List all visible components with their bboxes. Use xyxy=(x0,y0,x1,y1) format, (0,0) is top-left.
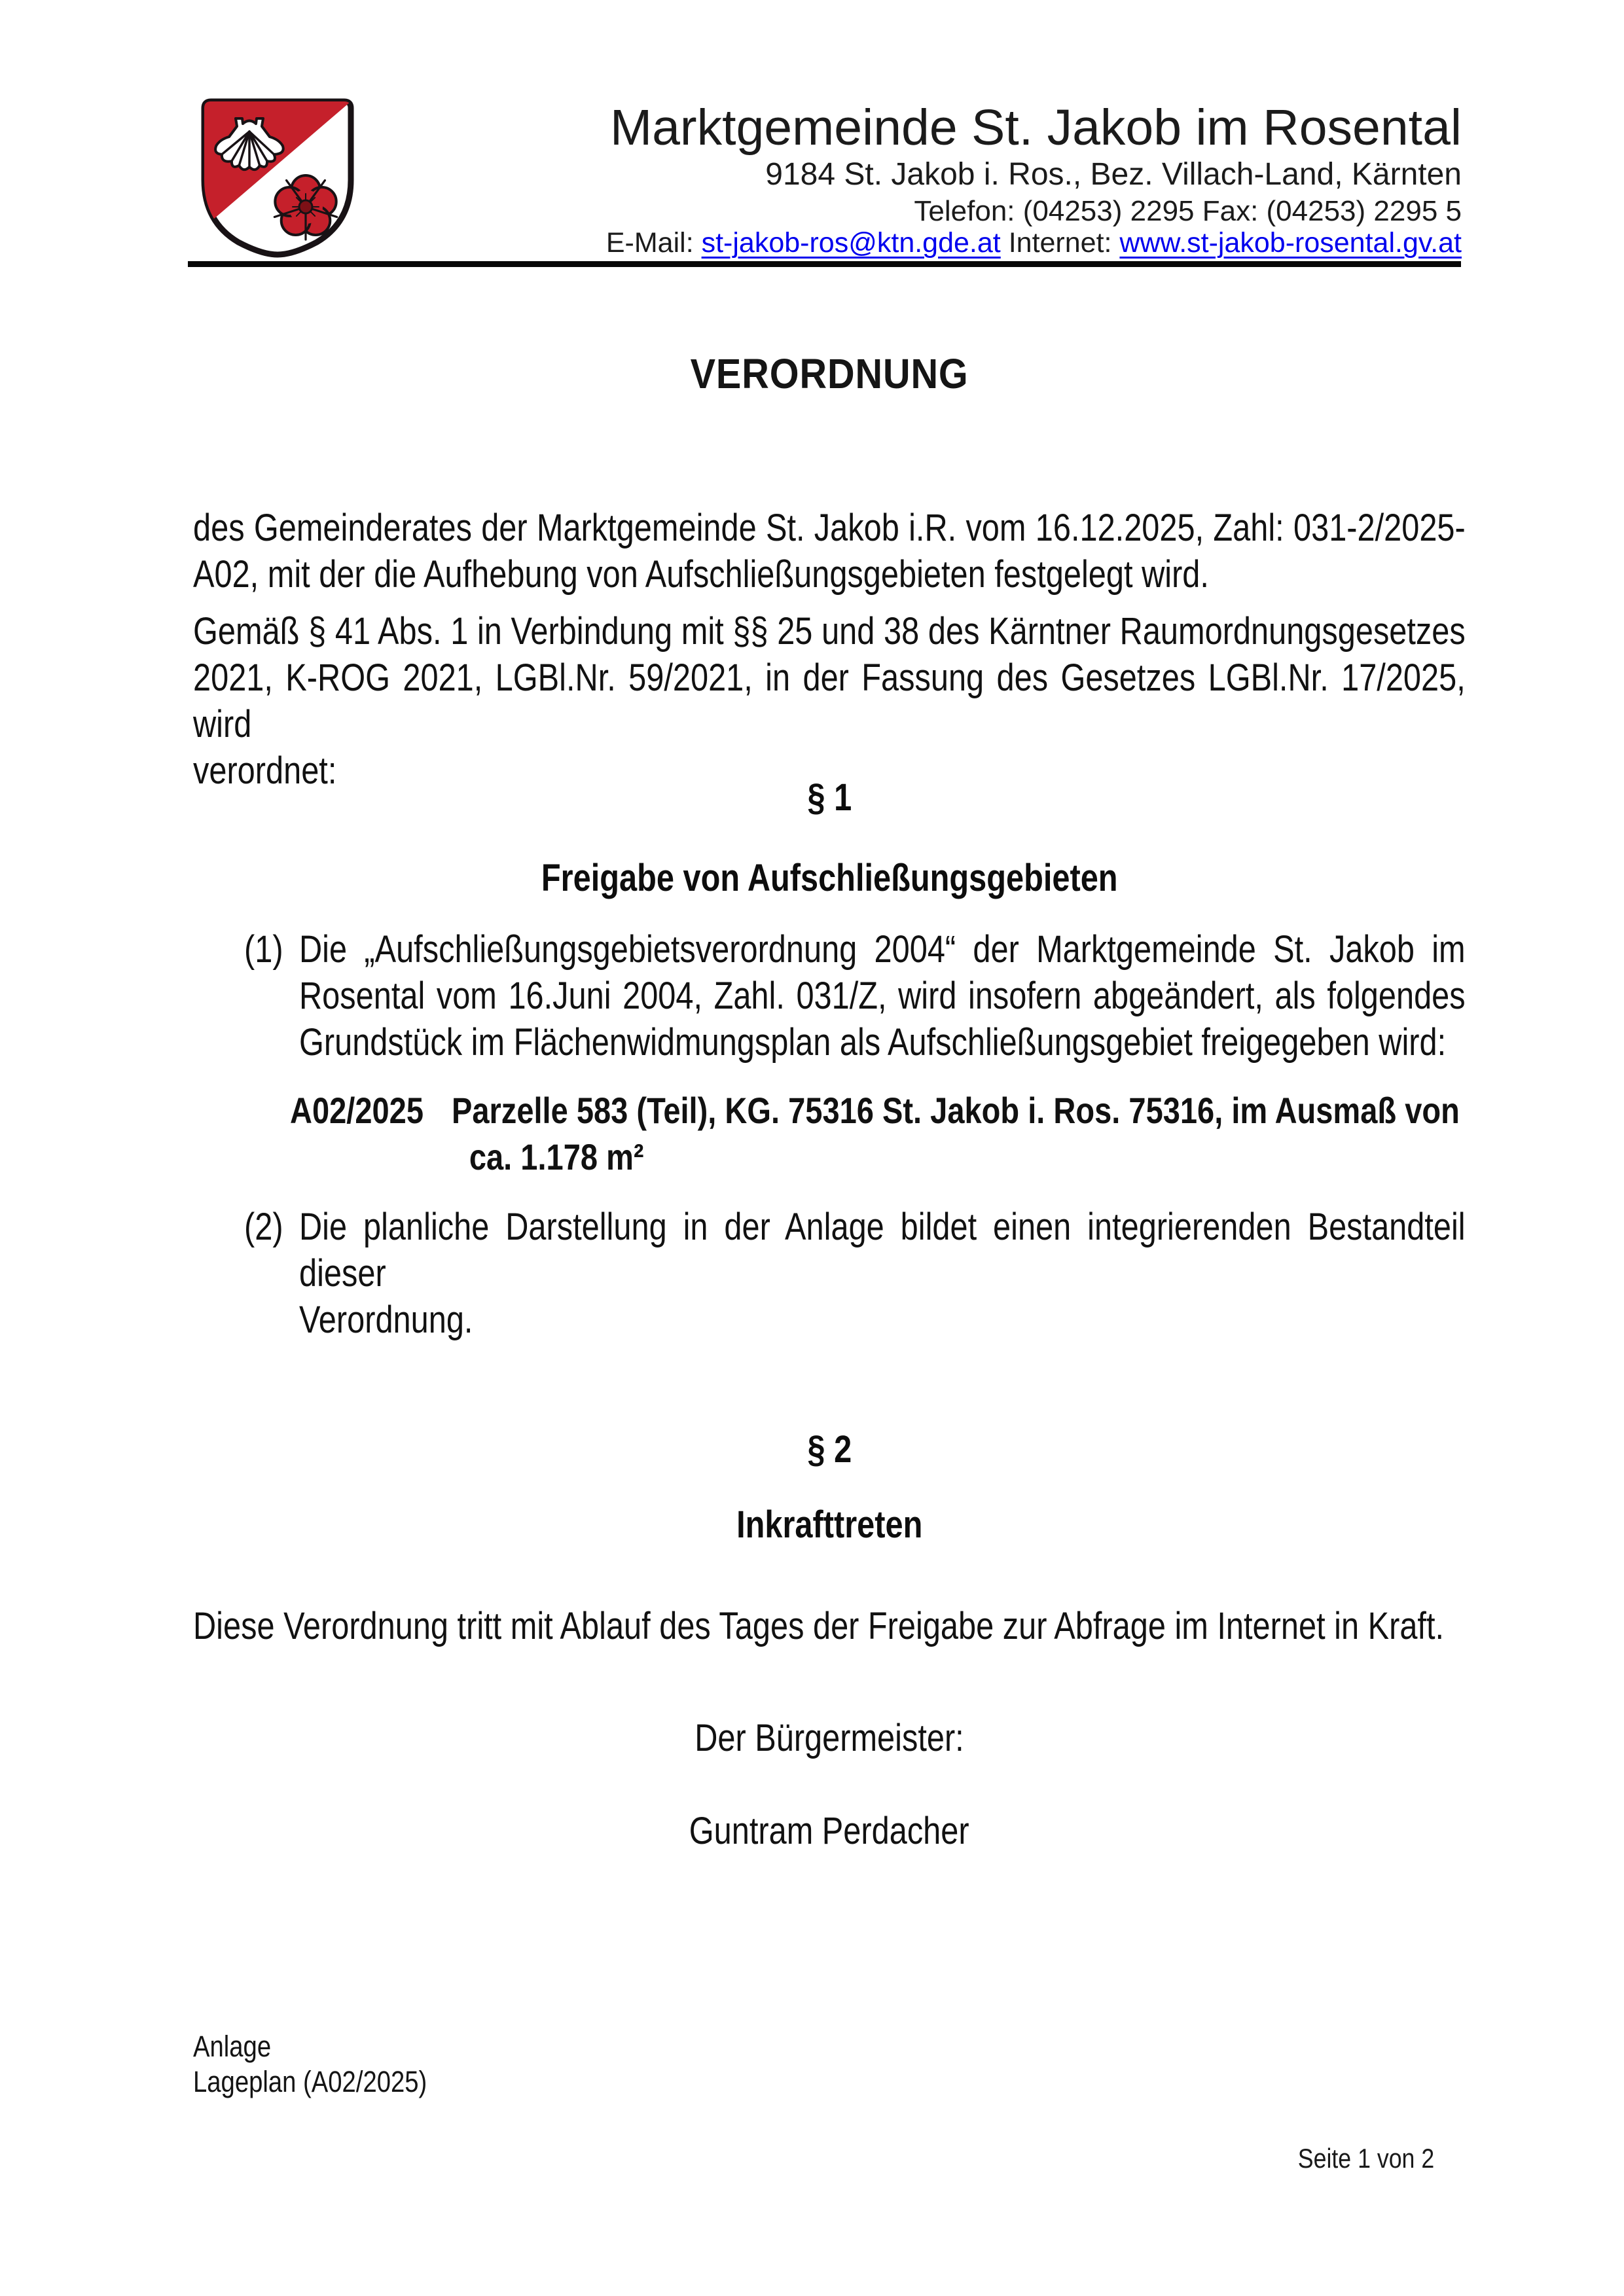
section1-item2 xyxy=(244,1204,1466,1343)
signature-role: Der Bürgermeister: xyxy=(695,1717,964,1759)
signature-name-row xyxy=(193,1808,1466,1854)
list-item-text: Die planliche Darstellung in der Anlage bildet einen integrierenden Bestandteil dieser Verordnung. xyxy=(299,1206,1466,1341)
list-item-marker: (2) xyxy=(244,1206,283,1248)
doc-title-row xyxy=(193,350,1466,398)
header-divider xyxy=(188,261,1461,267)
municipality-phone-fax: Telefon: (04253) 2295 Fax: (04253) 2295 5 xyxy=(914,195,1462,227)
section2-heading: Inkrafttreten xyxy=(736,1503,923,1546)
effective-date-paragraph: Diese Verordnung tritt mit Ablauf des Tages der Freigabe zur Abfrage im Internet in Kraft. xyxy=(193,1605,1445,1647)
section2-heading-row xyxy=(193,1502,1466,1548)
section2-number-row xyxy=(193,1427,1466,1473)
email-label: E-Mail: xyxy=(605,227,694,259)
attachment-note: Anlage Lageplan (A02/2025) xyxy=(193,2030,427,2098)
signature-name: Guntram Perdacher xyxy=(689,1810,969,1852)
municipality-address: 9184 St. Jakob i. Ros., Bez. Villach-Land, Kärnten xyxy=(765,157,1462,192)
signature-role-row xyxy=(193,1715,1466,1761)
section1-heading: Freigabe von Aufschließungsgebieten xyxy=(541,857,1118,899)
intro-paragraph: des Gemeinderates der Marktgemeinde St. Jakob i.R. vom 16.12.2025, Zahl: 031-2/2025- A02, mit der die Aufhebung von Aufschließungsgebieten festgelegt wird. xyxy=(193,507,1466,596)
municipality-contact-line xyxy=(606,229,1462,257)
internet-label: Internet: xyxy=(1008,227,1112,259)
doc-title: VERORDNUNG xyxy=(690,350,969,397)
section1-number-row xyxy=(193,775,1466,821)
email-link[interactable]: st-jakob-ros@ktn.gde.at xyxy=(701,227,1001,259)
legal-basis-paragraph: Gemäß § 41 Abs. 1 in Verbindung mit §§ 25 und 38 des Kärntner Raumordnungsgesetzes 2021, K-ROG 2021, LGBl.Nr. 59/2021, in der Fassung des Gesetzes LGBl.Nr. 17/2025, wird verordnet: xyxy=(193,610,1466,792)
parcel-designation-block xyxy=(290,1087,1466,1180)
parcel-description: Parzelle 583 (Teil), KG. 75316 St. Jakob i. Ros. 75316, im Ausmaß von ca. 1.178 m² xyxy=(451,1090,1460,1177)
coat-of-arms-logo xyxy=(196,98,359,259)
municipality-title: Marktgemeinde St. Jakob im Rosental xyxy=(609,99,1462,156)
section1-heading-row xyxy=(193,855,1466,901)
page-indicator: Seite 1 von 2 xyxy=(1297,2143,1434,2174)
list-item-text: Die „Aufschließungsgebietsverordnung 2004“ der Marktgemeinde St. Jakob im Rosental vom 16.Juni 2004, Zahl. 031/Z, wird insofern abgeändert, als folgendes Grundstück im Flächenwidmungsplan als Aufschließungsgebiet freigegeben wird: xyxy=(299,928,1466,1064)
list-item-marker: (1) xyxy=(244,928,283,971)
section1-item1 xyxy=(244,926,1466,1066)
website-link[interactable]: www.st-jakob-rosental.gv.at xyxy=(1119,227,1462,259)
section2-number: § 2 xyxy=(807,1428,852,1471)
section1-number: § 1 xyxy=(807,776,852,819)
parcel-reference: A02/2025 xyxy=(290,1090,424,1131)
